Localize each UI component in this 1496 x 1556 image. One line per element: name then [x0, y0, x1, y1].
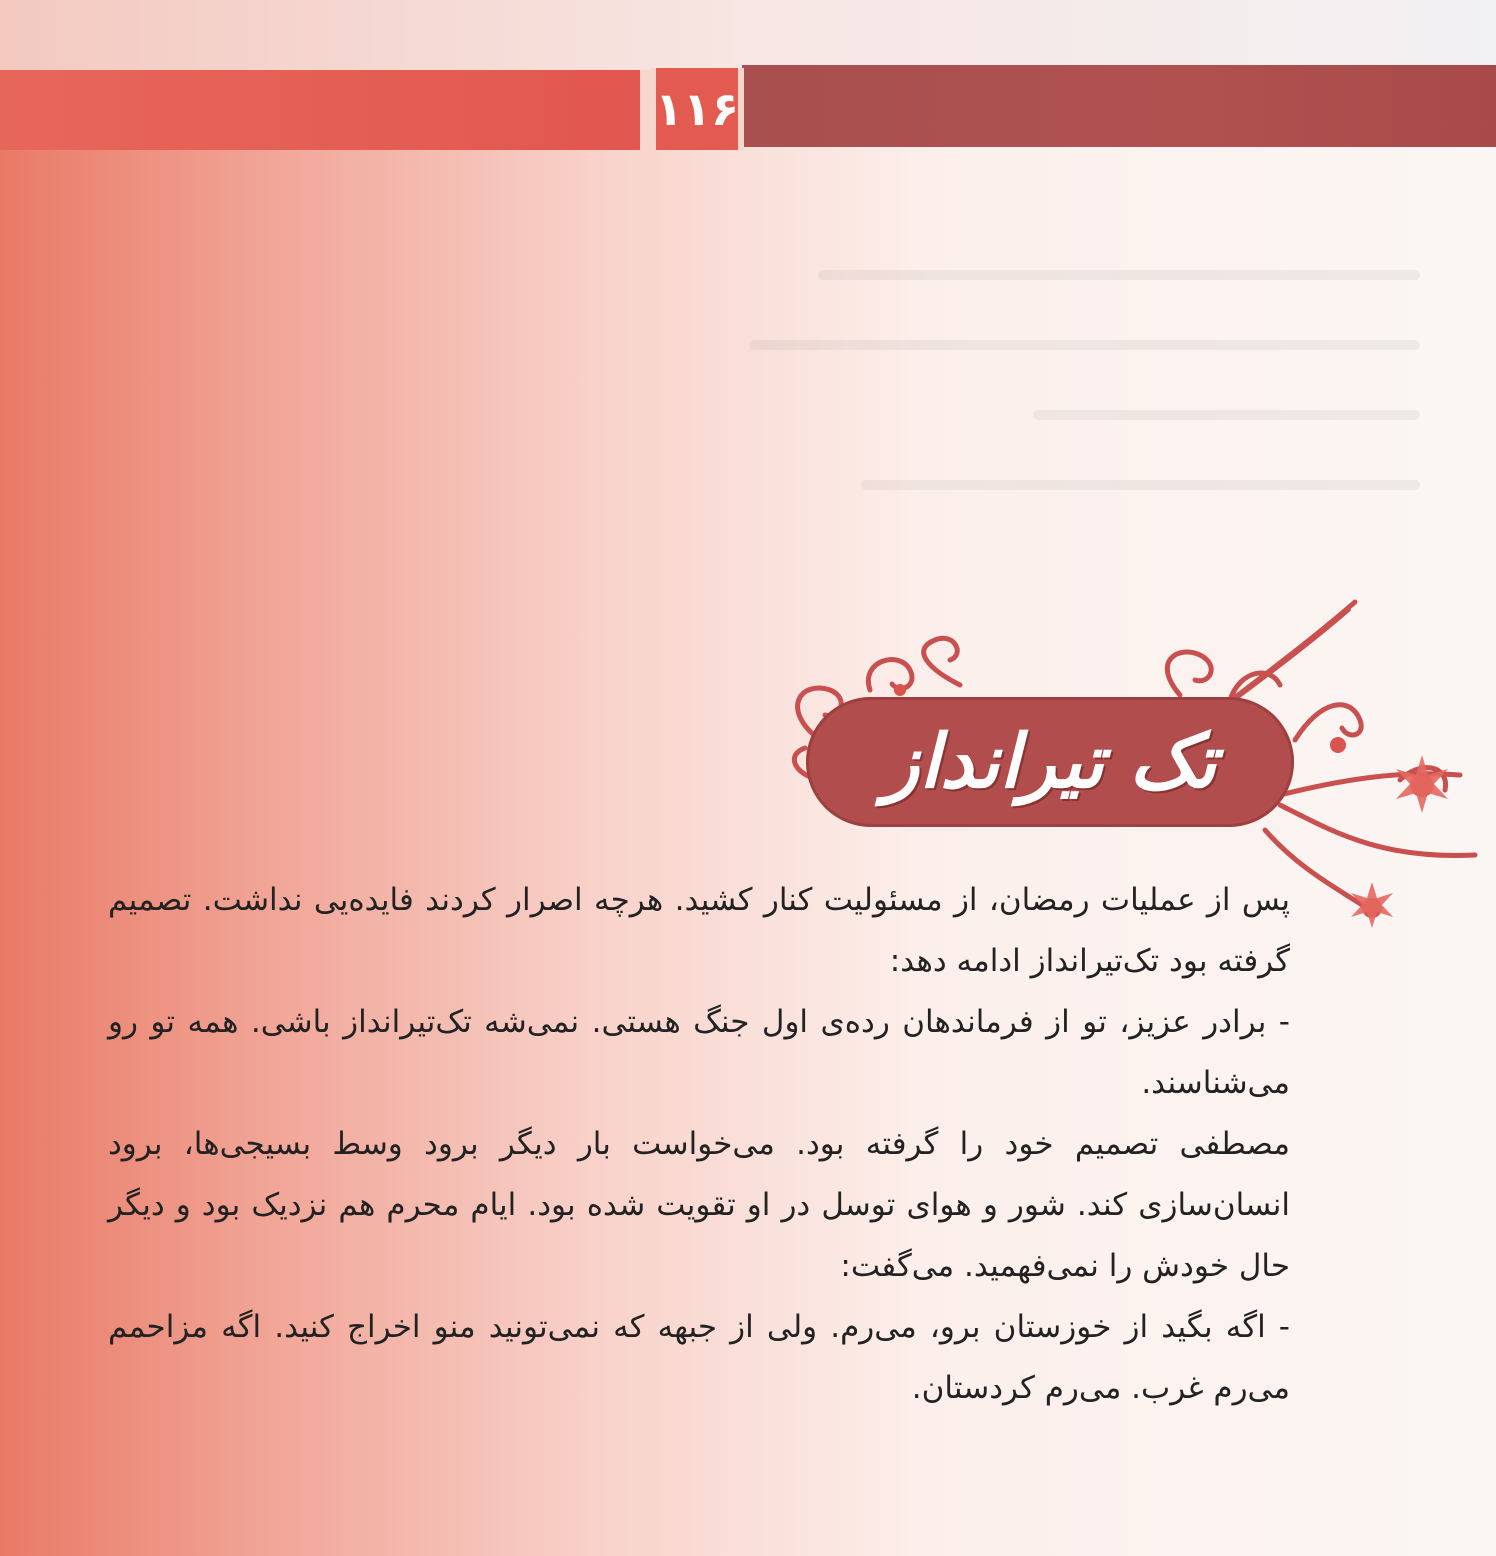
header-band-right [742, 65, 1496, 147]
paragraph: مصطفی تصمیم خود را گرفته بود. می‌خواست بار دیگر برود وسط بسیجی‌ها، برود انسان‌سازی کند. شور و هوای توسل در او تقویت شده بود. ایام محرم هم نزدیک بود و دیگر حال خودش را نمی‌فهمید. می‌گفت: [108, 1126, 1290, 1284]
page-number: ۱۱۶ [654, 82, 740, 136]
paragraph: پس از عملیات رمضان، از مسئولیت کنار کشید. هرچه اصرار کردند فایده‌یی نداشت. تصمیم گرفته بود تک‌تیرانداز ادامه دهد: [108, 882, 1290, 979]
show-through-shadow [560, 210, 1420, 590]
top-fade [0, 0, 1496, 70]
paragraph: - برادر عزیز، تو از فرماندهان رده‌ی اول جنگ هستی. نمی‌شه تک‌تیرانداز باشی. همه تو رو می‌شناسند. [108, 1004, 1290, 1101]
header-band-left [0, 70, 640, 150]
section-title: تک تیرانداز [883, 719, 1217, 805]
page-number-box [650, 68, 744, 150]
paragraph: - اگه بگید از خوزستان برو، می‌رم. ولی از جبهه که نمی‌تونید منو اخراج کنید. اگه مزاحمم می‌رم غرب. می‌رم کردستان. [108, 1309, 1290, 1406]
body-text [108, 870, 1290, 1419]
section-title-banner [806, 697, 1294, 827]
